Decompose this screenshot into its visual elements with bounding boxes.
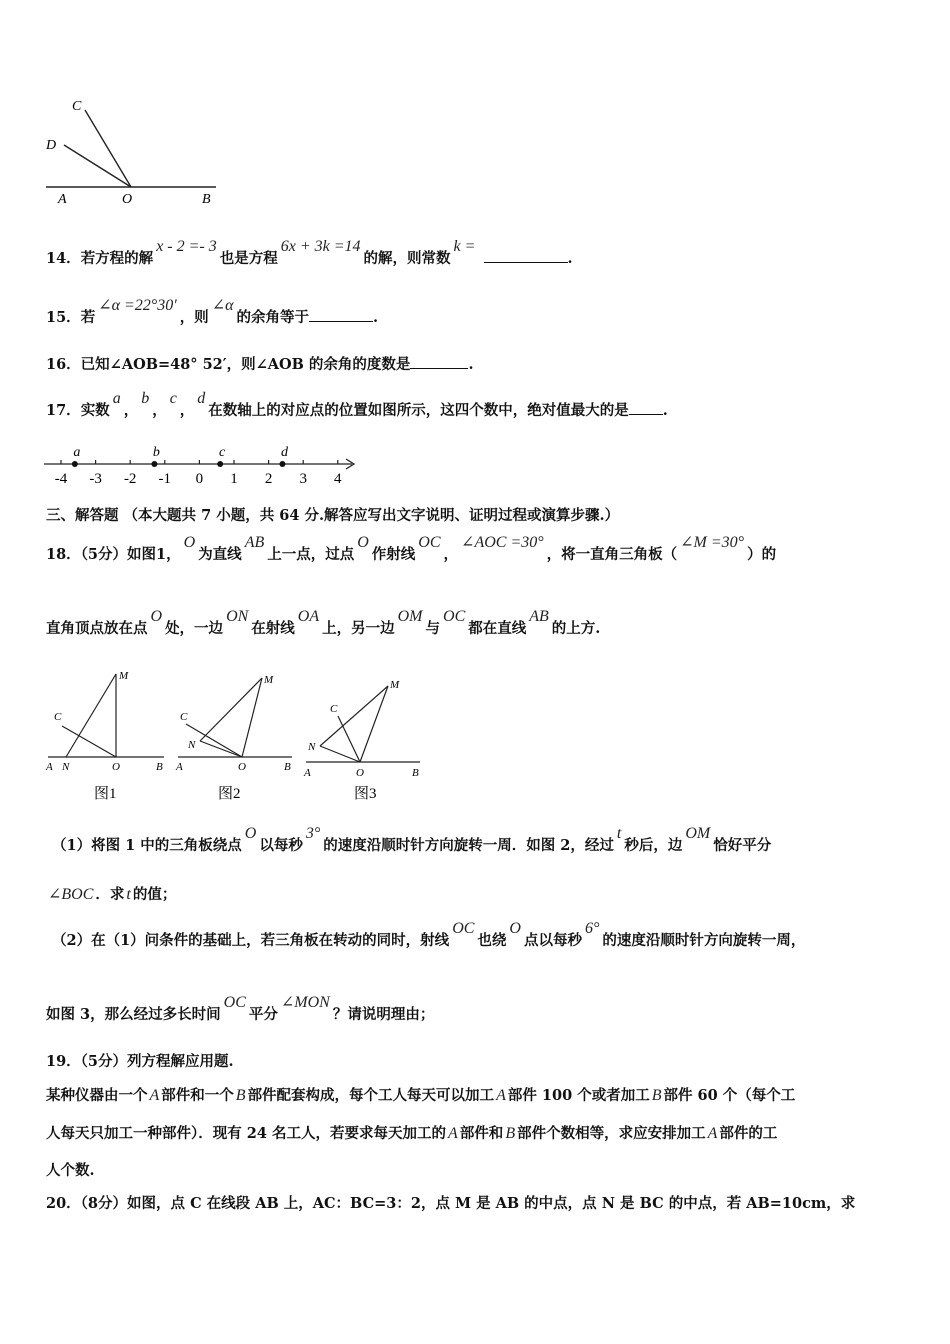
point-label-b: b xyxy=(152,445,160,460)
svg-text:A: A xyxy=(304,767,311,779)
point-d xyxy=(279,461,285,467)
tick-label: -1 xyxy=(158,471,172,487)
svg-text:C: C xyxy=(54,711,62,723)
svg-text:B: B xyxy=(412,767,419,779)
caption-figure-3: 图3 xyxy=(354,786,377,802)
svg-text:O: O xyxy=(238,761,246,773)
point-label-d: d xyxy=(280,445,288,460)
question-16: 16．已知∠AOB=48° 52′，则∠AOB 的余角的度数是 . xyxy=(46,356,474,373)
svg-text:B: B xyxy=(156,761,163,773)
point-c xyxy=(217,461,223,467)
question-18-part-1-line-1: （1）将图 1 中的三角板绕点O以每秒3°的速度沿顺时针方向旋转一周．如图 2，经过t秒后，边OM恰好平分 xyxy=(52,825,772,854)
label-b: B xyxy=(202,192,211,207)
tick-label: 2 xyxy=(264,471,273,487)
svg-text:N: N xyxy=(188,739,196,751)
svg-text:O: O xyxy=(356,767,364,779)
question-18-part-1-line-2: ∠BOC ．求 t 的值； xyxy=(48,886,177,903)
label-a: A xyxy=(58,192,67,207)
angle-figure xyxy=(40,90,230,210)
question-18-part-2-line-2: 如图 3，那么经过多长时间OC平分∠MON？请说明理由； xyxy=(46,994,435,1023)
question-19-line-1: 某种仪器由一个 A 部件和一个 B 部件配套构成，每个工人每天可以加工 A 部件 100 个或者加工 B 部件 60 个（每个工 xyxy=(46,1087,796,1104)
tick-label: 0 xyxy=(195,471,204,487)
tick-label: -2 xyxy=(123,471,137,487)
svg-text:B: B xyxy=(284,761,291,773)
point-label-a: a xyxy=(73,445,81,460)
label-c: C xyxy=(72,99,82,114)
svg-text:C: C xyxy=(180,711,188,723)
answer-blank[interactable] xyxy=(629,400,663,415)
svg-text:N: N xyxy=(62,761,70,773)
svg-text:N: N xyxy=(308,741,316,753)
question-18-part-2-line-1: （2）在（1）问条件的基础上，若三角板在转动的同时，射线OC也绕O点以每秒6°的速度沿顺时针方向旋转一周， xyxy=(52,920,806,949)
tick-label: 4 xyxy=(334,471,342,487)
question-14: 14．若方程的解x - 2 =- 3也是方程6x + 3k =14的解，则常数k = . xyxy=(46,238,573,267)
svg-text:M: M xyxy=(264,674,274,686)
section-3-heading: 三、解答题 （本大题共 7 小题，共 64 分.解答应写出文字说明、证明过程或演算步骤.） xyxy=(46,507,620,524)
answer-blank[interactable] xyxy=(410,354,468,369)
svg-text:A: A xyxy=(46,761,53,773)
svg-text:M: M xyxy=(390,679,400,691)
figure-3 xyxy=(302,664,426,804)
question-17: 17．实数a，b，c，d在数轴上的对应点的位置如图所示，这四个数中，绝对值最大的是 . xyxy=(46,390,668,419)
caption-figure-2: 图2 xyxy=(218,786,241,802)
number-line xyxy=(40,440,370,490)
tick-label: -4 xyxy=(54,471,68,487)
answer-blank[interactable] xyxy=(484,248,568,263)
svg-text:O: O xyxy=(112,761,120,773)
svg-text:C: C xyxy=(330,703,338,715)
point-a xyxy=(72,461,78,467)
question-18-line-2: 直角顶点放在点O处，一边ON在射线OA上，另一边OM与OC都在直线AB的上方. xyxy=(46,608,601,637)
figure-1 xyxy=(44,664,168,804)
question-15: 15．若∠α =22°30′，则∠α的余角等于 . xyxy=(46,297,379,326)
tick-label: -3 xyxy=(89,471,102,487)
tick-label: 1 xyxy=(230,471,238,487)
figure-2 xyxy=(174,664,298,804)
question-19-line-2: 人每天只加工一种部件）．现有 24 名工人，若要求每天加工的 A 部件和 B 部件个数相等，求应安排加工 A 部件的工 xyxy=(46,1125,778,1142)
svg-text:M: M xyxy=(119,670,129,682)
label-d: D xyxy=(46,138,57,153)
answer-blank[interactable] xyxy=(309,307,373,322)
caption-figure-1: 图1 xyxy=(94,786,117,802)
question-18-line-1: 18．（5分）如图1，O为直线AB上一点，过点O作射线OC，∠AOC =30°，将一直角三角板（∠M =30°）的 xyxy=(46,534,777,563)
question-19-line-3: 人个数. xyxy=(46,1162,95,1179)
question-20: 20．（8分）如图，点 C 在线段 AB 上，AC：BC=3：2，点 M 是 AB 的中点，点 N 是 BC 的中点，若 AB=10cm，求 xyxy=(46,1195,856,1212)
tick-label: 3 xyxy=(299,471,307,487)
point-b xyxy=(151,461,157,467)
point-label-c: c xyxy=(219,445,226,460)
question-19-heading: 19．（5分）列方程解应用题. xyxy=(46,1053,234,1070)
label-o: O xyxy=(122,192,133,207)
svg-text:A: A xyxy=(176,761,183,773)
